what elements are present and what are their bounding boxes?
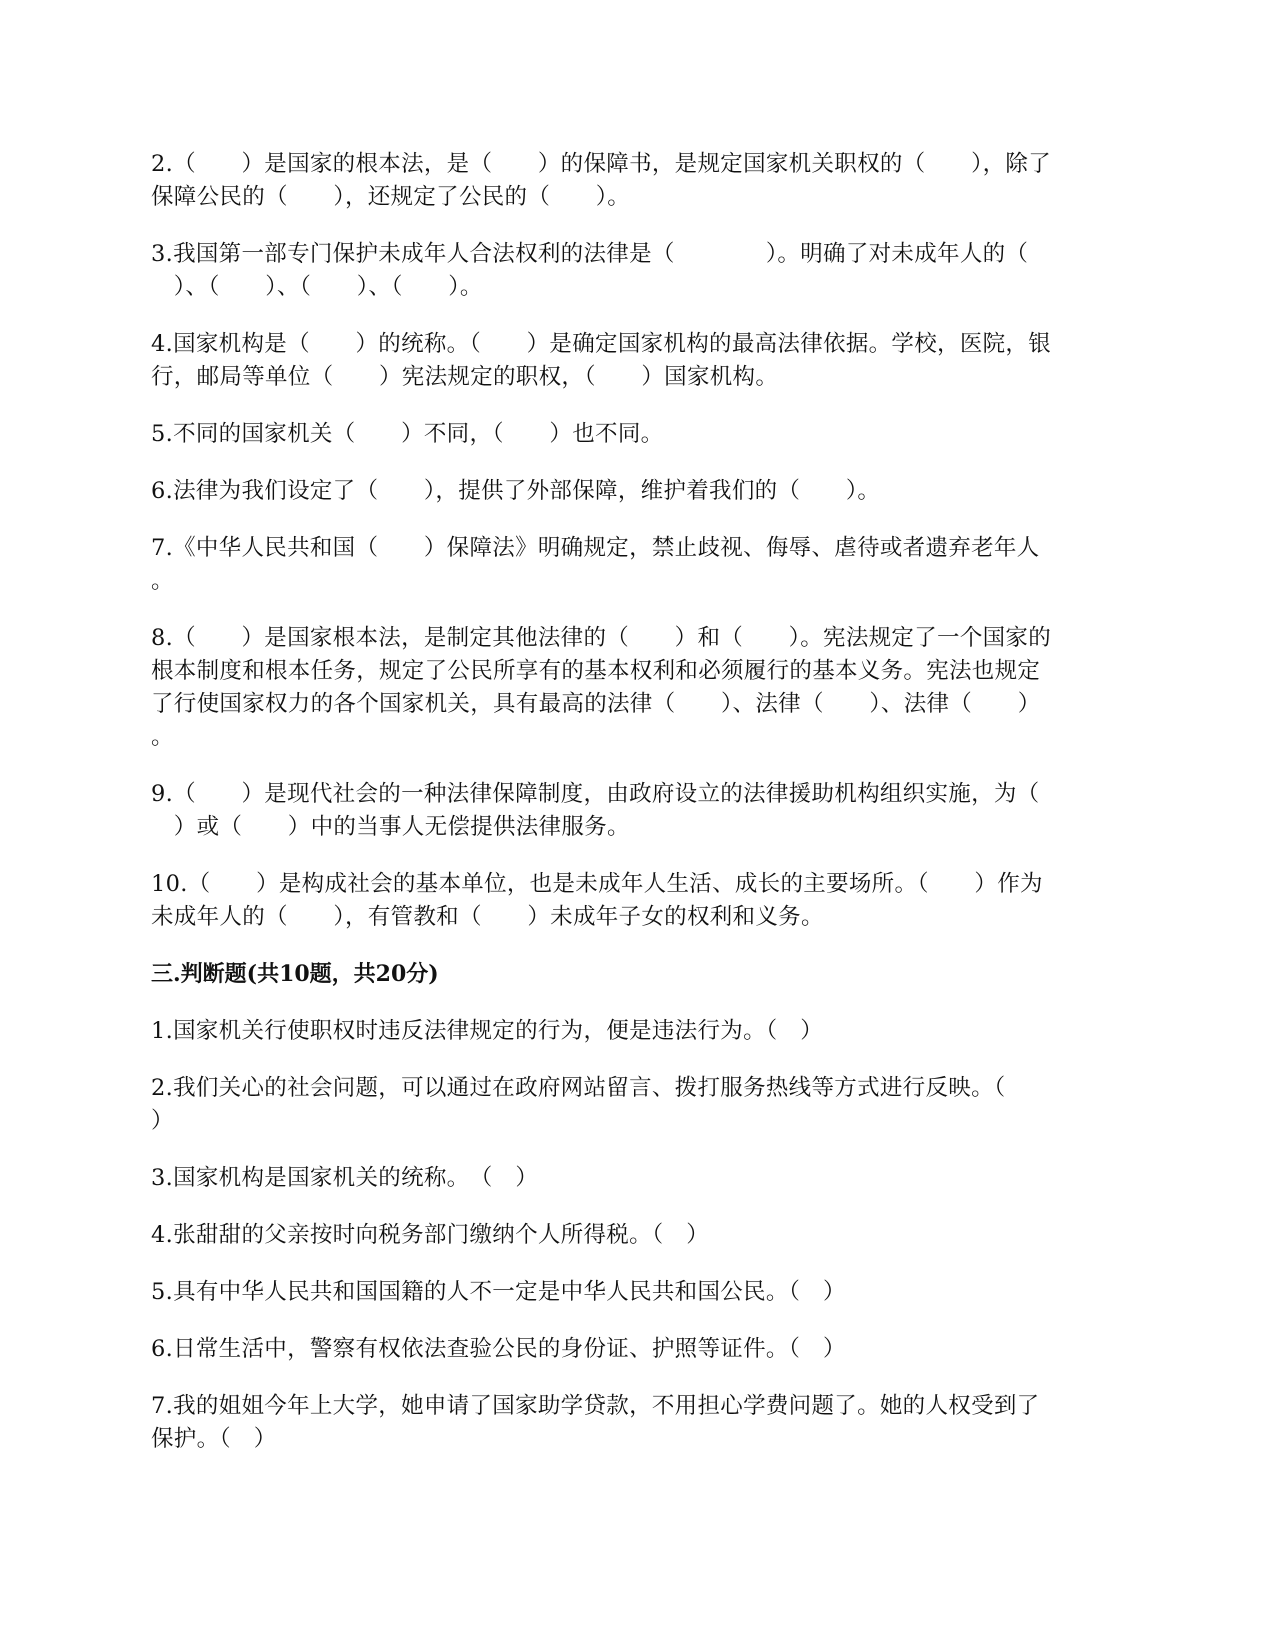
page-content [151, 148, 1126, 1480]
question-4: 4.国家机构是（ ）的统称。（ ）是确定国家机构的最高法律依据。学校，医院，银 行，邮局等单位（ ）宪法规定的职权，（ ）国家机构。 [151, 331, 1052, 390]
question-6: 6.法律为我们设定了（ ），提供了外部保障，维护着我们的（ ）。 [151, 478, 881, 504]
judgment-question-5: 5.具有中华人民共和国国籍的人不一定是中华人民共和国公民。（ ） [151, 1279, 846, 1305]
question-5: 5.不同的国家机关（ ）不同，（ ）也不同。 [151, 421, 664, 447]
question-3: 3.我国第一部专门保护未成年人合法权利的法律是（ ）。明确了对未成年人的（ ）、（ ）、（ ）、（ ）。 [151, 241, 1029, 300]
question-9: 9.（ ）是现代社会的一种法律保障制度，由政府设立的法律援助机构组织实施，为（ ）或（ ）中的当事人无偿提供法律服务。 [151, 781, 1040, 840]
question-10: 10.（ ）是构成社会的基本单位，也是未成年人生活、成长的主要场所。（ ）作为 未成年人的（ ），有管教和（ ）未成年子女的权利和义务。 [151, 871, 1043, 930]
judgment-question-4: 4.张甜甜的父亲按时向税务部门缴纳个人所得税。（ ） [151, 1222, 710, 1248]
question-2: 2.（ ）是国家的根本法，是（ ）的保障书，是规定国家机关职权的（ ），除了 保障公民的（ ），还规定了公民的（ ）。 [151, 151, 1052, 210]
section-heading: 三.判断题(共10题，共20分) [151, 961, 439, 987]
judgment-question-1: 1.国家机关行使职权时违反法律规定的行为，便是违法行为。（ ） [151, 1018, 824, 1044]
judgment-question-7: 7.我的姐姐今年上大学，她申请了国家助学贷款，不用担心学费问题了。她的人权受到了 保护。（ ） [151, 1393, 1040, 1452]
question-8: 8.（ ）是国家根本法，是制定其他法律的（ ）和（ ）。宪法规定了一个国家的 根本制度和根本任务，规定了公民所享有的基本权利和必须履行的基本义务。宪法也规定 了行使国家权力的各个国家机关，具有最高的法律（ ）、法律（ ）、法律（ ） 。 [151, 625, 1052, 750]
judgment-question-6: 6.日常生活中，警察有权依法查验公民的身份证、护照等证件。（ ） [151, 1336, 846, 1362]
fill-in-section [151, 148, 1126, 934]
true-false-section [151, 958, 1126, 1456]
judgment-question-2: 2.我们关心的社会问题，可以通过在政府网站留言、拨打服务热线等方式进行反映。（ ） [151, 1075, 1006, 1134]
judgment-question-3: 3.国家机构是国家机关的统称。 （ ） [151, 1165, 539, 1191]
question-7: 7.《中华人民共和国（ ）保障法》明确规定，禁止歧视、侮辱、虐待或者遗弃老年人 。 [151, 535, 1040, 594]
